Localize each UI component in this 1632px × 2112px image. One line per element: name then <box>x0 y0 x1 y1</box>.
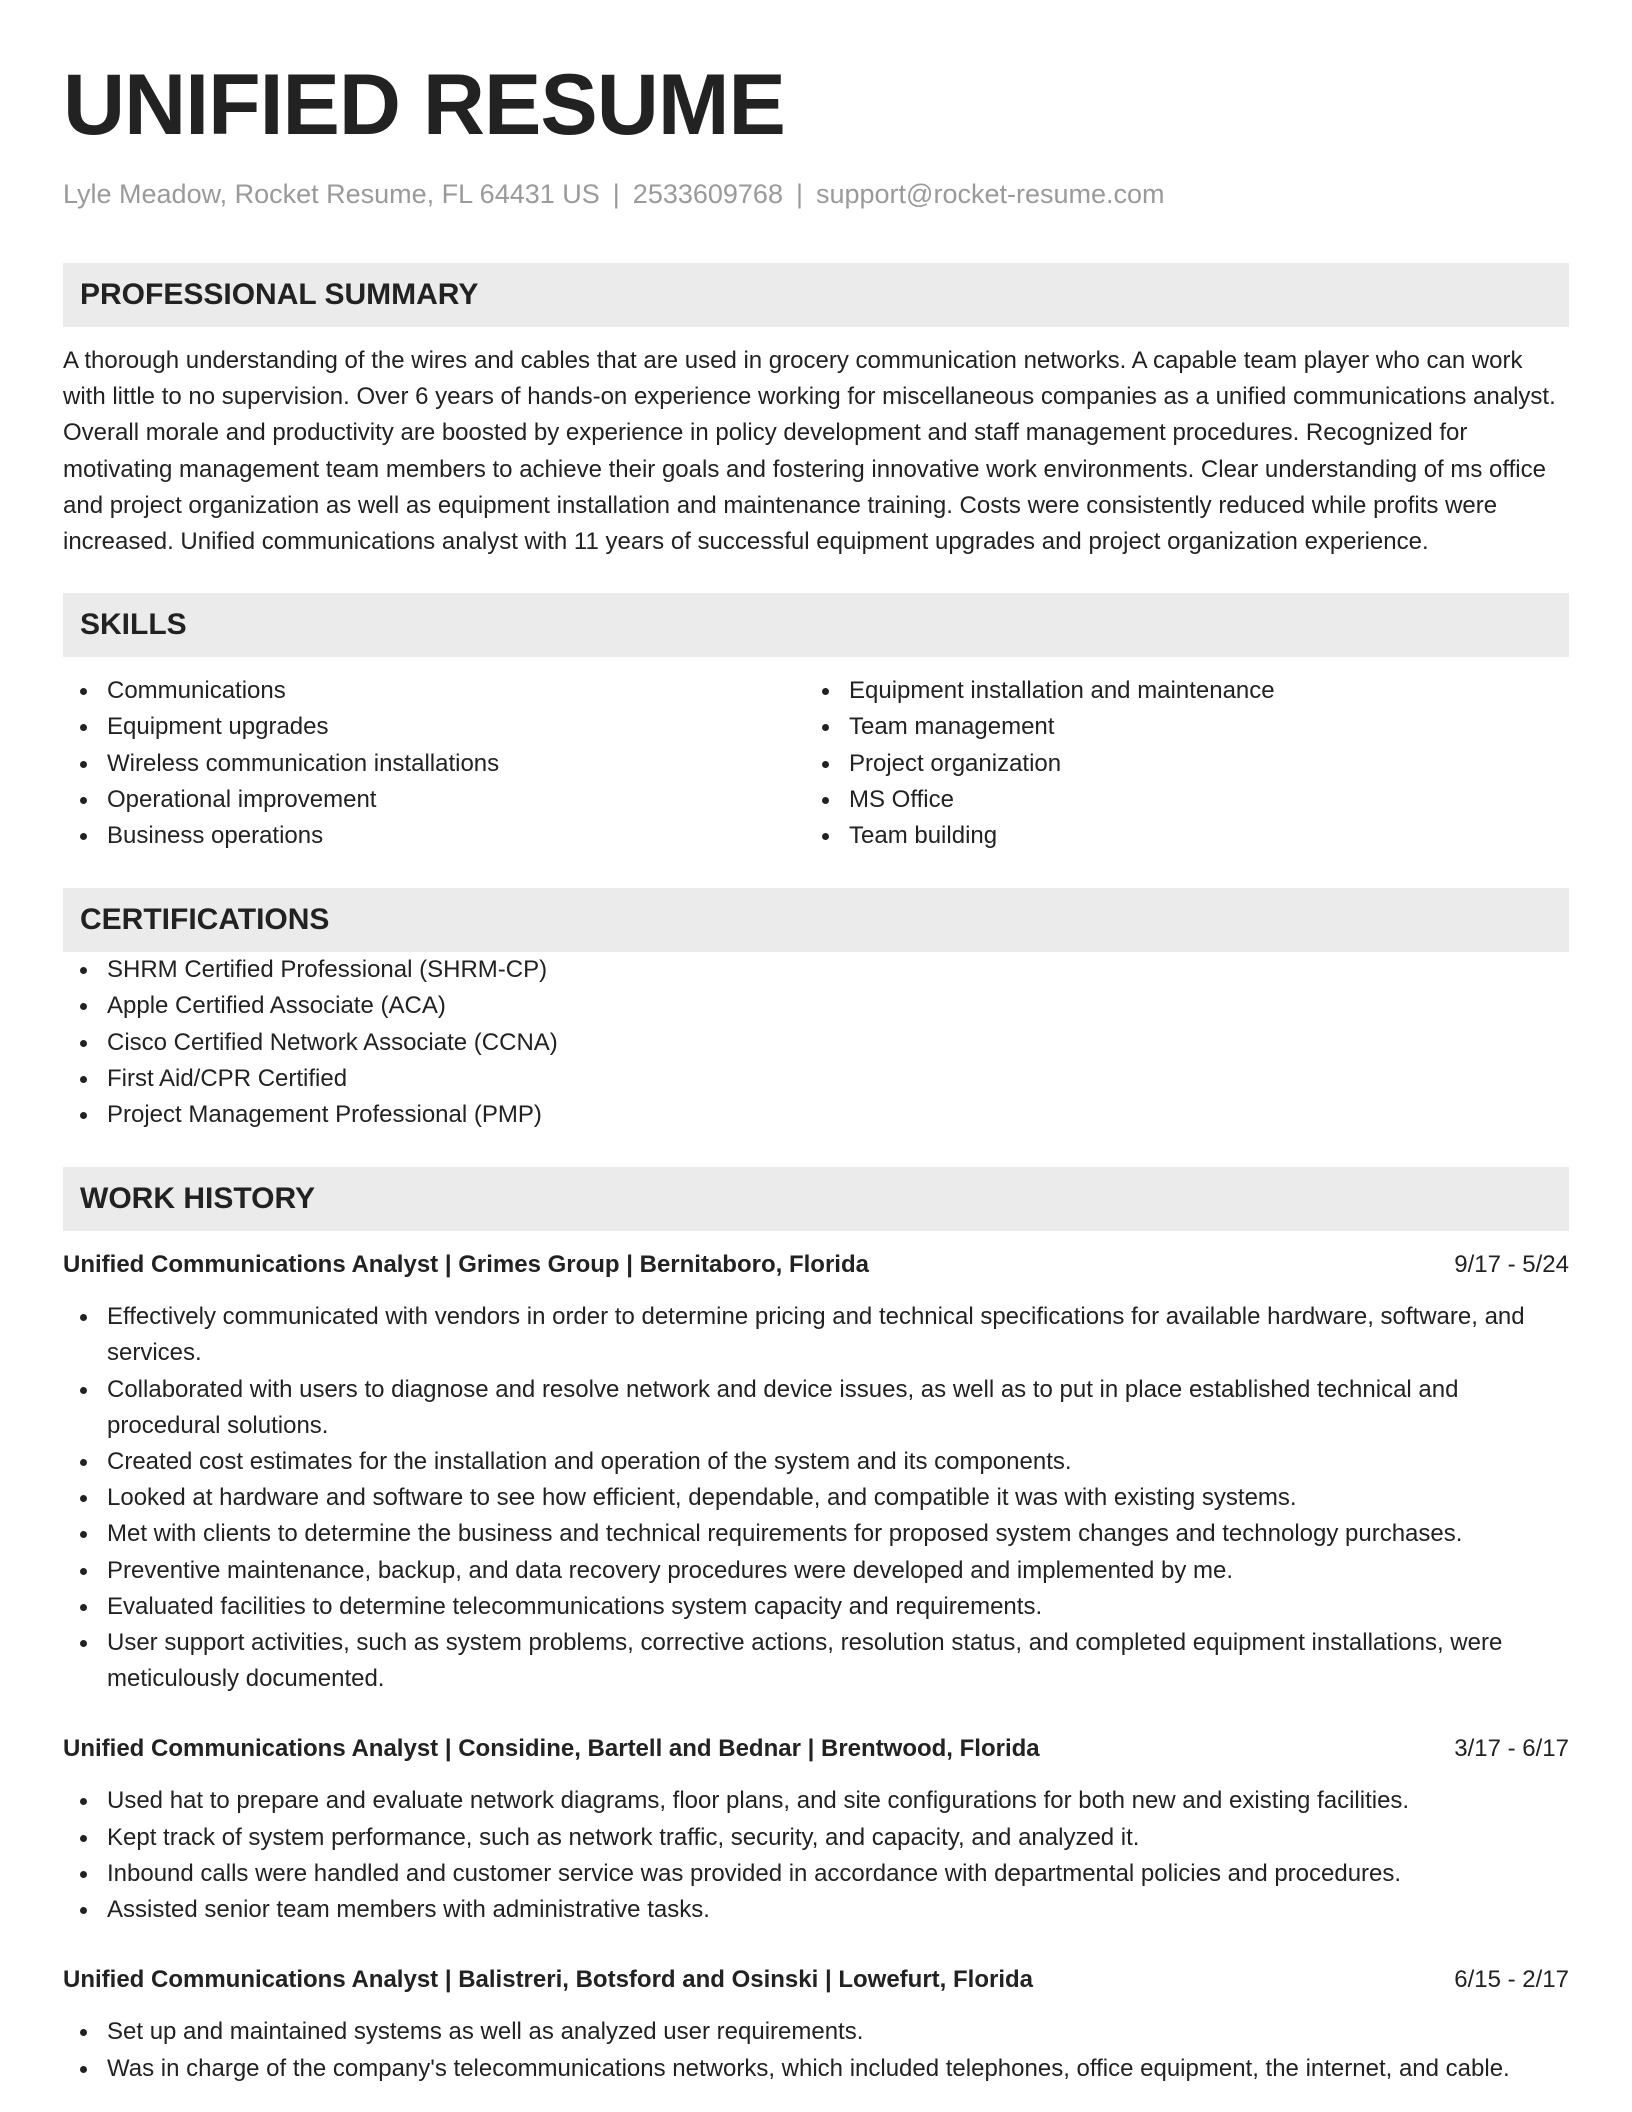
certification-item: Cisco Certified Network Associate (CCNA) <box>63 1025 1569 1061</box>
job-bullet: Inbound calls were handled and customer service was provided in accordance with departmental policies and procedures. <box>63 1856 1569 1892</box>
job-dates: 9/17 - 5/24 <box>1454 1251 1569 1279</box>
job-bullet: Created cost estimates for the installation and operation of the system and its components. <box>63 1444 1569 1480</box>
job-bullet: Preventive maintenance, backup, and data recovery procedures were developed and implemented by me. <box>63 1553 1569 1589</box>
contact-email: support@rocket-resume.com <box>815 179 1165 209</box>
skill-item: Equipment upgrades <box>63 709 805 745</box>
skills-list-left <box>63 673 805 854</box>
job-bullet: Used hat to prepare and evaluate network diagrams, floor plans, and site configurations for both new and existing facilities. <box>63 1783 1569 1819</box>
job-bullet: Set up and maintained systems as well as analyzed user requirements. <box>63 2014 1569 2050</box>
skill-item: MS Office <box>805 782 1547 818</box>
contact-line <box>63 176 1569 212</box>
skills-column-right <box>805 673 1547 854</box>
job-entry <box>63 1247 1569 1697</box>
job-bullet: Assisted senior team members with administrative tasks. <box>63 1892 1569 1928</box>
summary-text: A thorough understanding of the wires and cables that are used in grocery communication networks. A capable team player who can work with little to no supervision. Over 6 years of hands-on experience working for miscellaneous companies as a unified communications analyst. Overall morale and productivity are boosted by experience in policy development and staff management procedures. Recognized for motivating management team members to achieve their goals and fostering innovative work environments. Clear understanding of ms office and project organization as well as equipment installation and maintenance training. Costs were consistently reduced while profits were increased. Unified communications analyst with 11 years of successful equipment upgrades and project organization experience. <box>63 347 1556 556</box>
resume-name: UNIFIED RESUME <box>63 57 785 153</box>
certification-item: Project Management Professional (PMP) <box>63 1097 1569 1133</box>
job-entry <box>63 1962 1569 2086</box>
job-heading-line <box>63 1247 1569 1283</box>
certification-item: Apple Certified Associate (ACA) <box>63 988 1569 1024</box>
skill-item: Operational improvement <box>63 782 805 818</box>
contact-address: Lyle Meadow, Rocket Resume, FL 64431 US <box>63 179 600 209</box>
job-bullet: Looked at hardware and software to see how efficient, dependable, and compatible it was with existing systems. <box>63 1480 1569 1516</box>
skills-grid <box>63 673 1569 854</box>
skill-item: Communications <box>63 673 805 709</box>
skill-item: Wireless communication installations <box>63 746 805 782</box>
job-heading: Unified Communications Analyst | Balistreri, Botsford and Osinski | Lowefurt, Florida <box>63 1966 1033 1994</box>
job-bullet: Was in charge of the company's telecommunications networks, which included telephones, office equipment, the internet, and cable. <box>63 2051 1569 2087</box>
job-bullets <box>63 1299 1569 1697</box>
job-bullet: Evaluated facilities to determine telecommunications system capacity and requirements. <box>63 1589 1569 1625</box>
job-heading-line <box>63 1962 1569 1998</box>
certifications-section-header: CERTIFICATIONS <box>63 888 1569 952</box>
job-bullet: Effectively communicated with vendors in order to determine pricing and technical specifications for available hardware, software, and services. <box>63 1299 1569 1371</box>
certifications-list <box>63 952 1569 1133</box>
certification-item: First Aid/CPR Certified <box>63 1061 1569 1097</box>
job-bullet: Collaborated with users to diagnose and resolve network and device issues, as well as to put in place established technical and procedural solutions. <box>63 1372 1569 1444</box>
job-bullets <box>63 2014 1569 2086</box>
summary-section-header: PROFESSIONAL SUMMARY <box>63 263 1569 327</box>
job-bullet: Met with clients to determine the business and technical requirements for proposed system changes and technology purchases. <box>63 1516 1569 1552</box>
job-heading: Unified Communications Analyst | Grimes Group | Bernitaboro, Florida <box>63 1251 869 1279</box>
job-entry <box>63 1731 1569 1928</box>
job-dates: 6/15 - 2/17 <box>1454 1966 1569 1994</box>
job-heading: Unified Communications Analyst | Considine, Bartell and Bednar | Brentwood, Florida <box>63 1735 1040 1763</box>
work-history-section-header: WORK HISTORY <box>63 1167 1569 1231</box>
certification-item: SHRM Certified Professional (SHRM-CP) <box>63 952 1569 988</box>
skills-list-right <box>805 673 1547 854</box>
contact-separator: | <box>795 179 803 209</box>
skill-item: Project organization <box>805 746 1547 782</box>
job-bullet: Kept track of system performance, such as network traffic, security, and capacity, and analyzed it. <box>63 1820 1569 1856</box>
skill-item: Team building <box>805 818 1547 854</box>
job-bullets <box>63 1783 1569 1928</box>
job-bullet: User support activities, such as system problems, corrective actions, resolution status, and completed equipment installations, were meticulously documented. <box>63 1625 1569 1697</box>
contact-separator: | <box>612 179 620 209</box>
skills-column-left <box>63 673 805 854</box>
skills-section-header: SKILLS <box>63 593 1569 657</box>
contact-phone: 2533609768 <box>632 179 783 209</box>
job-heading-line <box>63 1731 1569 1767</box>
skill-item: Business operations <box>63 818 805 854</box>
skill-item: Equipment installation and maintenance <box>805 673 1547 709</box>
skill-item: Team management <box>805 709 1547 745</box>
job-dates: 3/17 - 6/17 <box>1454 1735 1569 1763</box>
